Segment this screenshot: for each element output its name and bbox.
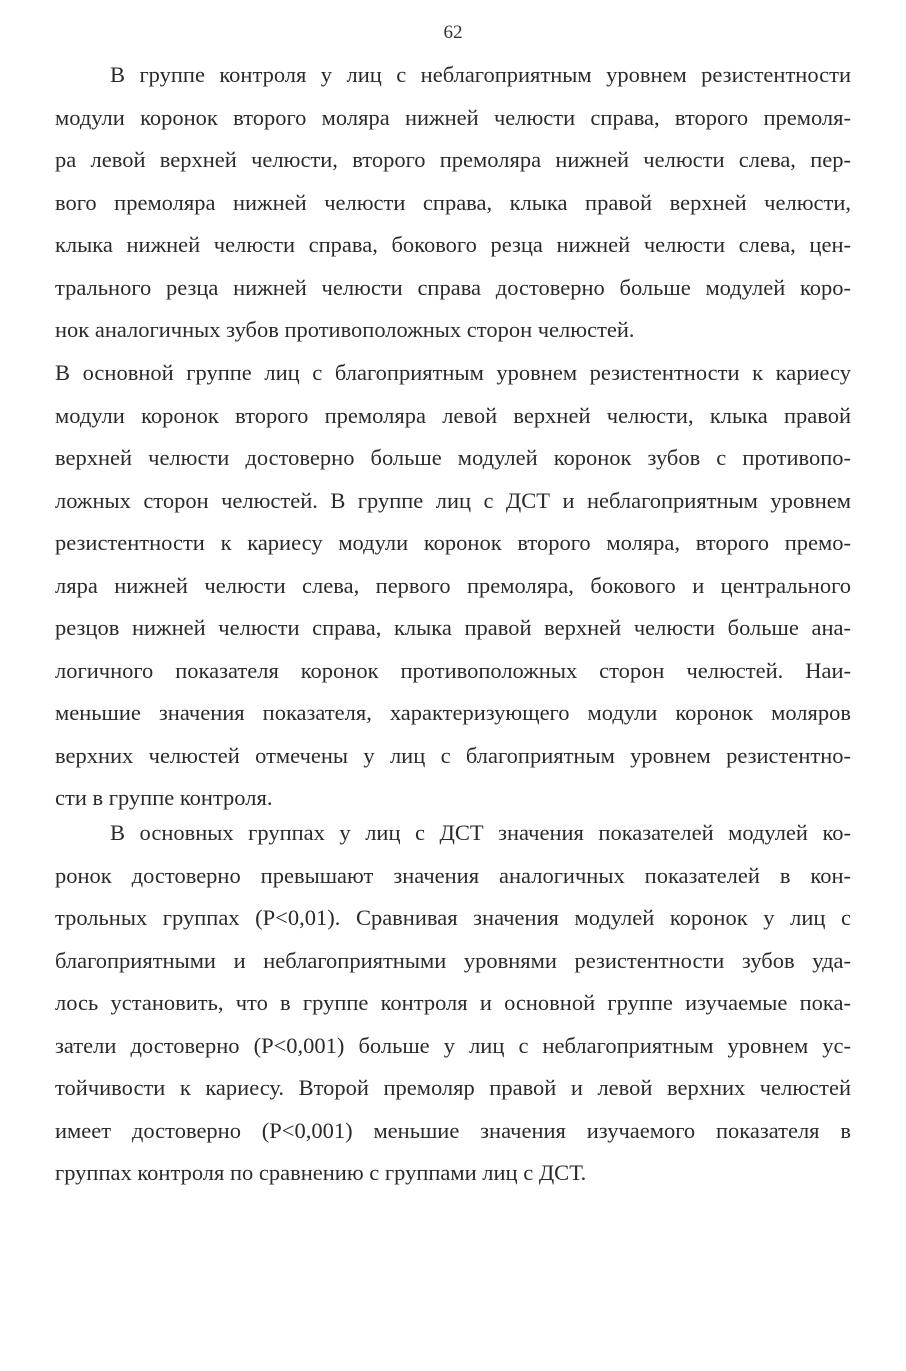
paragraph-line: ра левой верхней челюсти, второго премоляра нижней челюсти слева, пер- xyxy=(55,147,851,172)
paragraph-line: модули коронок второго моляра нижней челюсти справа, второго премоля- xyxy=(55,104,851,130)
paragraph-line: группах контроля по сравнению с группами лиц с ДСТ. xyxy=(55,1160,587,1185)
paragraph-line: трального резца нижней челюсти справа достоверно больше модулей коро- xyxy=(55,274,851,300)
paragraph-line: ронок достоверно превышают значения аналогичных показателей в кон- xyxy=(55,862,851,888)
paragraph-line: трольных группах (Р<0,01). Сравнивая значения модулей коронок у лиц с xyxy=(55,905,851,930)
paragraph-2 xyxy=(55,352,851,820)
paragraph-line: сти в группе контроля. xyxy=(55,785,273,810)
paragraph-line: вого премоляра нижней челюсти справа, клыка правой верхней челюсти, xyxy=(55,189,851,215)
paragraph-line: резистентности к кариесу модули коронок второго моляра, второго премо- xyxy=(55,530,851,555)
paragraph-line: благоприятными и неблагоприятными уровнями резистентности зубов уда- xyxy=(55,947,851,973)
paragraph-line: меньшие значения показателя, характеризующего модули коронок моляров xyxy=(55,700,851,725)
paragraph-line: резцов нижней челюсти справа, клыка правой верхней челюсти больше ана- xyxy=(55,615,851,640)
paragraph-line: верхних челюстей отмечены у лиц с благоприятным уровнем резистентно- xyxy=(55,742,851,768)
paragraph-line: нок аналогичных зубов противоположных сторон челюстей. xyxy=(55,317,635,342)
paragraph-1 xyxy=(55,54,851,352)
paragraph-line: В основной группе лиц с благоприятным уровнем резистентности к кариесу xyxy=(55,360,851,385)
paragraph-line: ляра нижней челюсти слева, первого премоляра, бокового и центрального xyxy=(55,572,851,598)
paragraph-line: затели достоверно (Р<0,001) больше у лиц с неблагоприятным уровнем ус- xyxy=(55,1032,851,1058)
paragraph-3 xyxy=(55,812,851,1195)
paragraph-line: модули коронок второго премоляра левой верхней челюсти, клыка правой xyxy=(55,402,851,428)
paragraph-line: верхней челюсти достоверно больше модулей коронок зубов с противопо- xyxy=(55,445,851,470)
paragraph-line: имеет достоверно (Р<0,001) меньшие значения изучаемого показателя в xyxy=(55,1117,851,1143)
paragraph-line: логичного показателя коронок противоположных сторон челюстей. Наи- xyxy=(55,657,851,683)
paragraph-line: лось установить, что в группе контроля и основной группе изучаемые пока- xyxy=(55,990,851,1015)
paragraph-line: клыка нижней челюсти справа, бокового резца нижней челюсти слева, цен- xyxy=(55,232,851,257)
paragraph-line: В основных группах у лиц с ДСТ значения показателей модулей ко- xyxy=(110,820,851,845)
paragraph-line: В группе контроля у лиц с неблагоприятным уровнем резистентности xyxy=(110,62,851,87)
paragraph-line: ложных сторон челюстей. В группе лиц с ДСТ и неблагоприятным уровнем xyxy=(55,487,851,513)
paragraph-line: тойчивости к кариесу. Второй премоляр правой и левой верхних челюстей xyxy=(55,1075,851,1100)
page-number: 62 xyxy=(443,22,463,43)
